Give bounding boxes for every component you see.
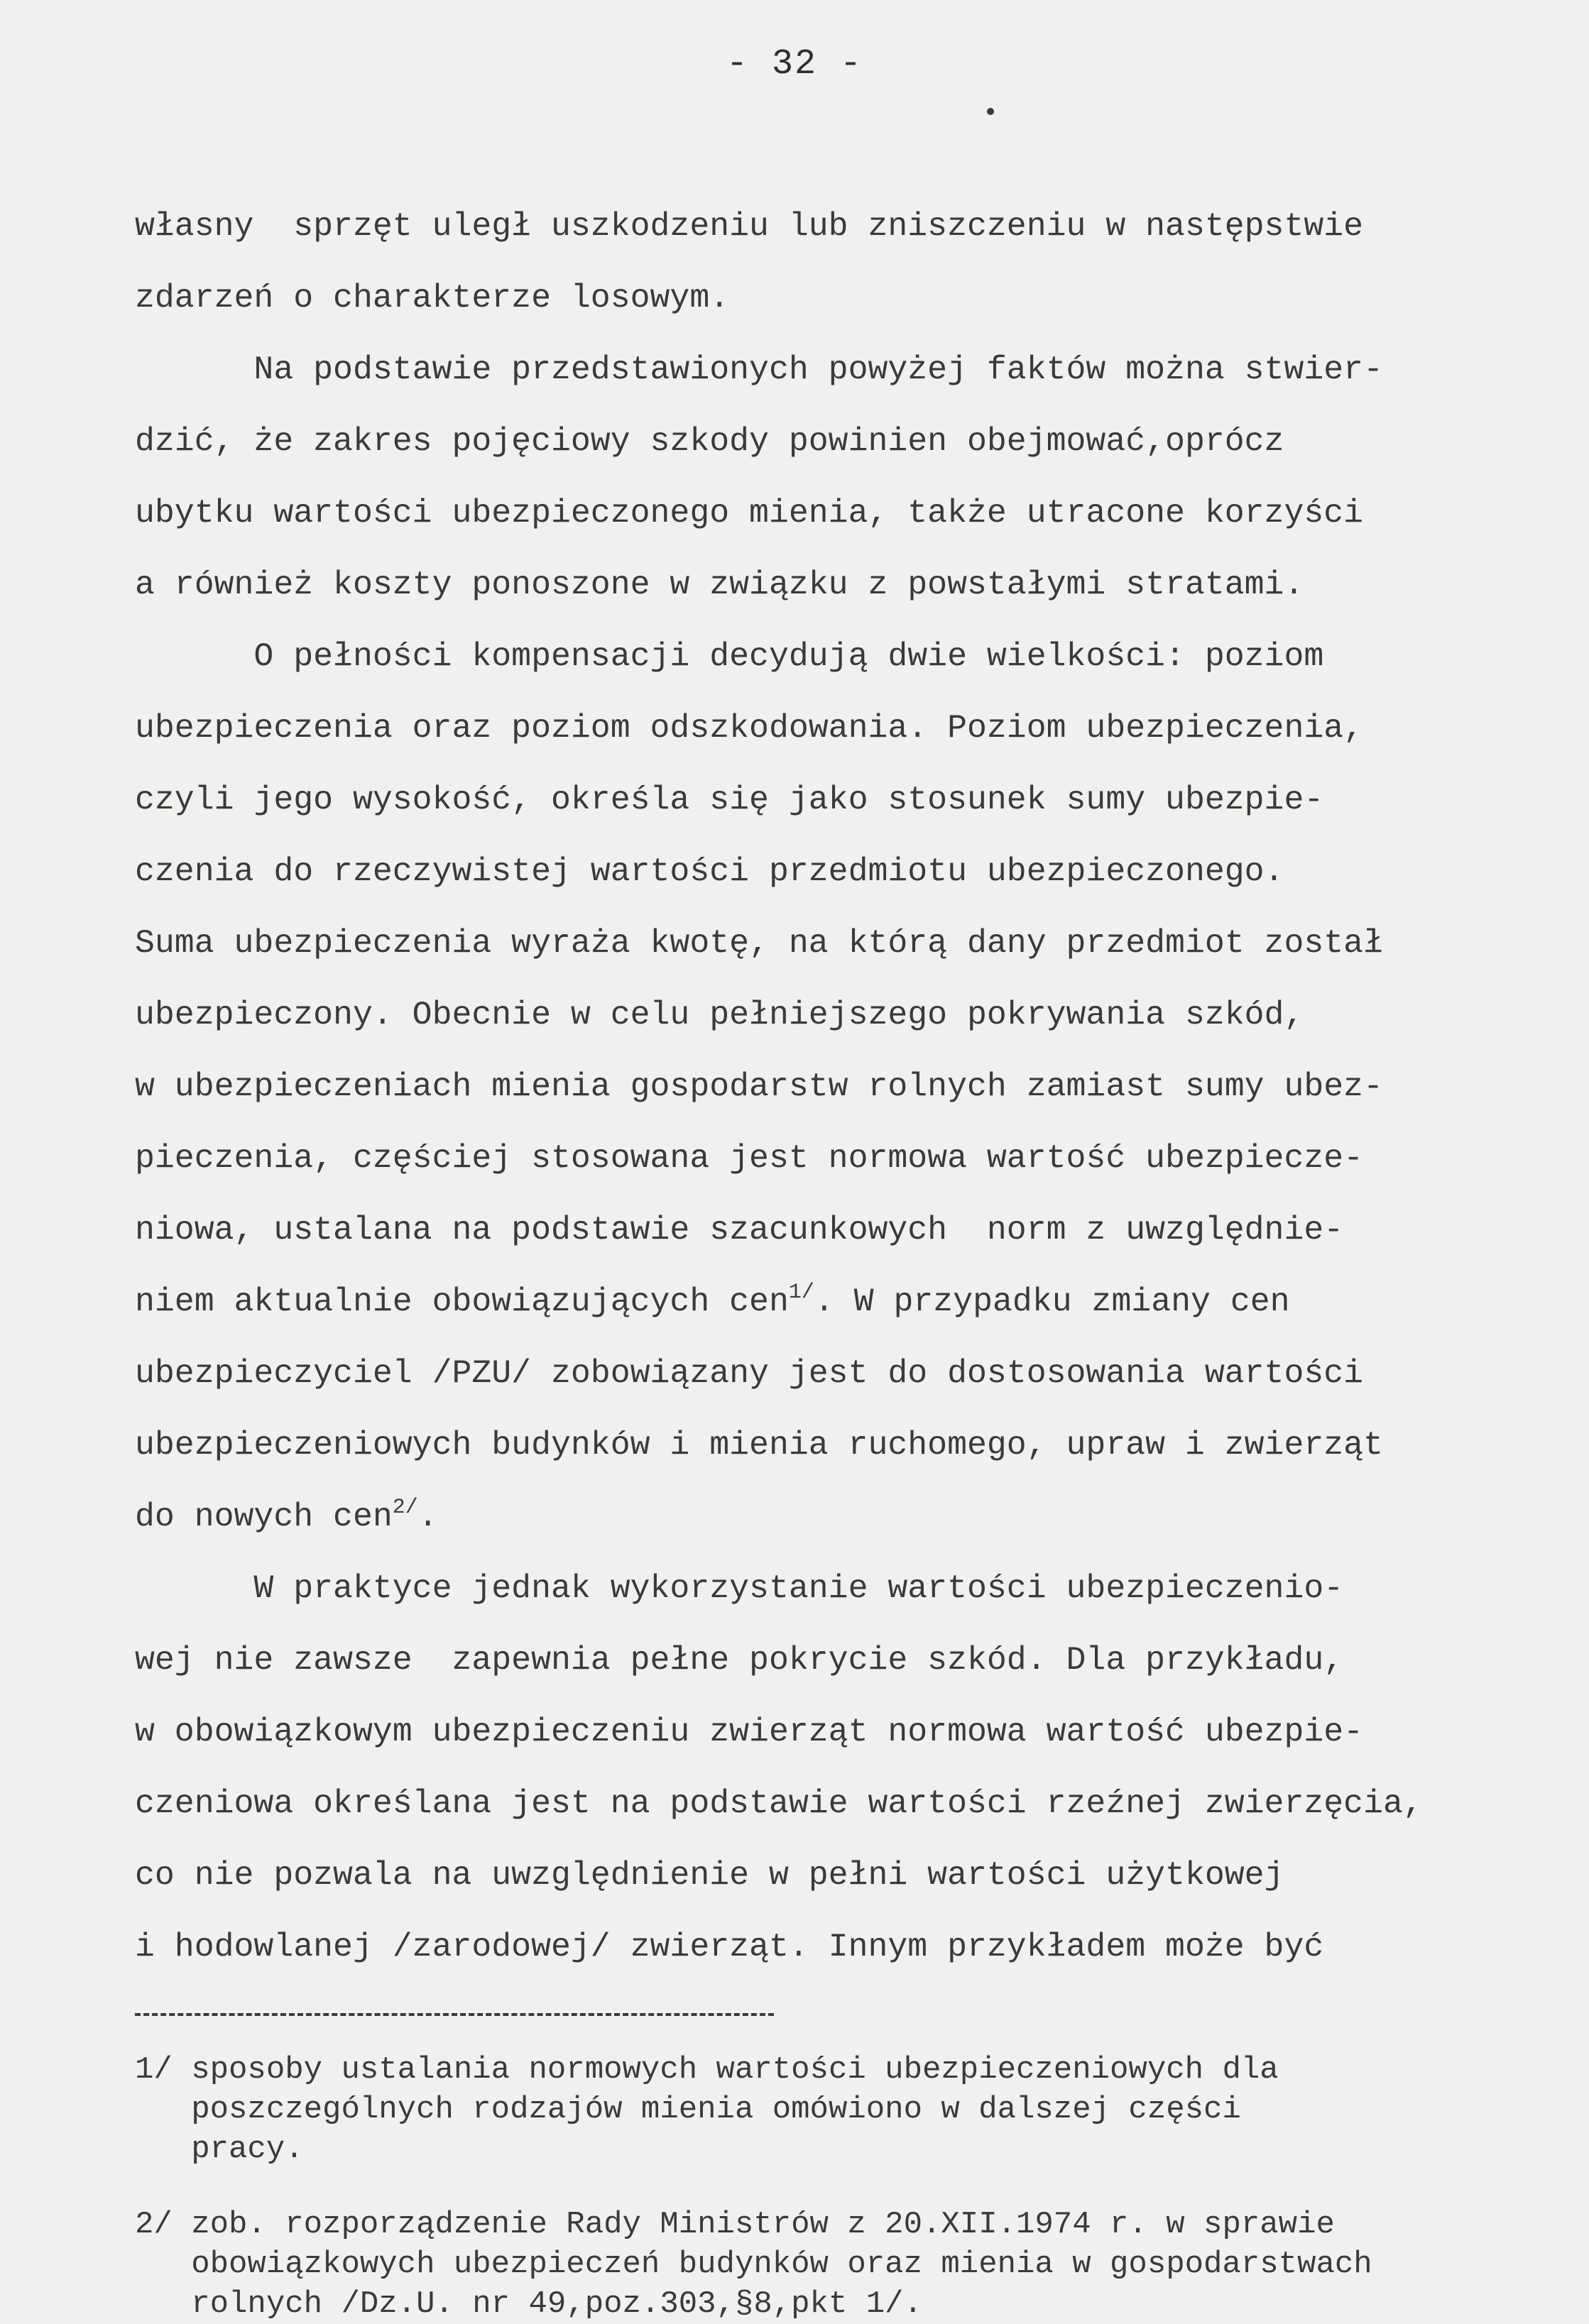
footnote-line: obowiązkowych ubezpieczeń budynków oraz mienia w gospodarstwach [135,2247,1372,2282]
text-line: W praktyce jednak wykorzystanie wartości ubezpieczenio- [135,1569,1344,1607]
text-line: co nie pozwala na uwzględnienie w pełni wartości użytkowej [135,1856,1284,1894]
footnote-1 [135,2050,1583,2169]
text-line: pieczenia, częściej stosowana jest normowa wartość ubezpiecze- [135,1139,1364,1177]
footnote-2 [135,2205,1583,2324]
text-line: czenia do rzeczywistej wartości przedmiotu ubezpieczonego. [135,853,1284,890]
text-line: ubezpieczony. Obecnie w celu pełniejszego pokrywania szkód, [135,996,1304,1034]
line-text: do nowych cen [135,1498,393,1535]
text-line: a również koszty ponoszone w związku z powstałymi stratami. [135,566,1304,603]
footnote-ref-2: 2/ [392,1496,418,1520]
footnote-divider [135,2013,774,2016]
text-line-with-footnote-ref [135,1266,1541,1337]
line-text: niem aktualnie obowiązujących cen [135,1283,789,1320]
text-line: ubezpieczenia oraz poziom odszkodowania. Poziom ubezpieczenia, [135,709,1364,747]
footnote-line: pracy. [135,2132,304,2167]
footnote-line: 2/ zob. rozporządzenie Rady Ministrów z 20.XII.1974 r. w sprawie [135,2207,1335,2242]
page-number: - 32 - [726,44,863,84]
text-line: własny sprzęt uległ uszkodzeniu lub zniszczeniu w następstwie [135,207,1364,245]
text-line: Suma ubezpieczenia wyraża kwotę, na którą dany przedmiot został [135,924,1383,962]
line-text: . W przypadku zmiany cen [814,1283,1290,1320]
text-line: ubytku wartości ubezpieczonego mienia, także utracone korzyści [135,494,1364,532]
footnote-line: rolnych /Dz.U. nr 49,poz.303,§8,pkt 1/. [135,2286,922,2322]
text-line: w ubezpieczeniach mienia gospodarstw rolnych zamiast sumy ubez- [135,1068,1383,1105]
text-line: czeniowa określana jest na podstawie wartości rzeźnej zwierzęcia, [135,1785,1423,1822]
text-line: niowa, ustalana na podstawie szacunkowych norm z uwzględnie- [135,1211,1344,1249]
footnote-ref-1: 1/ [788,1281,814,1305]
text-line: zdarzeń o charakterze losowym. [135,279,730,317]
body-text [135,190,1541,1983]
text-line: O pełności kompensacji decydują dwie wielkości: poziom [135,637,1324,675]
text-line: wej nie zawsze zapewnia pełne pokrycie szkód. Dla przykładu, [135,1641,1344,1679]
text-line: i hodowlanej /zarodowej/ zwierząt. Innym przykładem może być [135,1928,1324,1966]
text-line: ubezpieczyciel /PZU/ zobowiązany jest do dostosowania wartości [135,1354,1364,1392]
text-line: ubezpieczeniowych budynków i mienia ruchomego, upraw i zwierząt [135,1426,1383,1464]
footnote-line: poszczególnych rodzajów mienia omówiono w dalszej części [135,2092,1241,2127]
text-line: w obowiązkowym ubezpieczeniu zwierząt normowa wartość ubezpie- [135,1713,1364,1750]
text-line: czyli jego wysokość, określa się jako stosunek sumy ubezpie- [135,781,1324,818]
text-line: dzić, że zakres pojęciowy szkody powinien obejmować,oprócz [135,422,1284,460]
text-line: Na podstawie przedstawionych powyżej faktów można stwier- [135,351,1383,388]
footnotes [135,2050,1583,2324]
footnote-line: 1/ sposoby ustalania normowych wartości ubezpieczeniowych dla [135,2052,1279,2088]
line-text: . [417,1498,438,1535]
ink-dot [987,108,994,115]
text-line-with-footnote-ref [135,1481,1541,1552]
